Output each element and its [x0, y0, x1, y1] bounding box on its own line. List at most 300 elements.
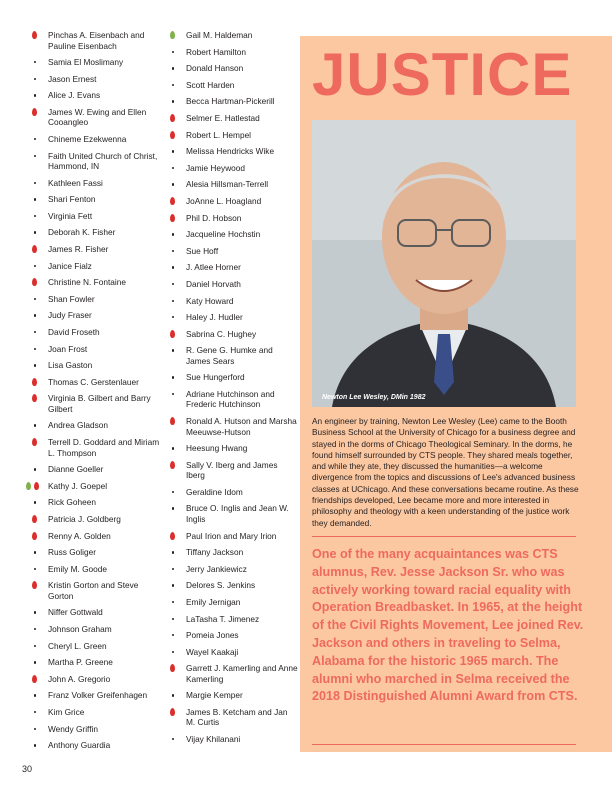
entry-marker	[22, 344, 46, 354]
entry-marker	[160, 487, 184, 497]
entry-marker	[160, 630, 184, 640]
bullet-dot-icon	[34, 364, 36, 366]
donor-entry	[160, 63, 298, 74]
red-leaf-icon	[32, 31, 37, 39]
donor-name: Emily Jernigan	[186, 596, 241, 607]
donor-entry	[22, 740, 162, 751]
page-number: 30	[22, 764, 33, 774]
entry-marker	[160, 564, 184, 574]
entry-marker	[22, 178, 46, 188]
entry-marker	[160, 130, 184, 140]
donor-name: David Froseth	[48, 327, 100, 337]
donor-entry	[160, 690, 298, 701]
donor-entry	[160, 146, 298, 157]
red-leaf-icon	[170, 417, 175, 425]
entry-marker	[22, 377, 46, 387]
donor-name: Donald Hanson	[186, 63, 244, 74]
bullet-dot-icon	[34, 61, 36, 63]
bullet-dot-icon	[172, 250, 174, 252]
donor-name: Delores S. Jenkins	[186, 580, 256, 591]
donor-name: Kathy J. Goepel	[48, 480, 108, 491]
bullet-dot-icon	[34, 215, 36, 217]
donor-entry	[22, 74, 162, 85]
donor-entry	[160, 630, 298, 641]
donor-entry	[22, 377, 162, 388]
entry-marker	[22, 57, 46, 67]
donor-entry	[22, 107, 162, 128]
donor-name: Jamie Heywood	[186, 162, 246, 173]
donor-name: Gail M. Haldeman	[186, 30, 253, 40]
bullet-dot-icon	[34, 298, 36, 300]
entry-marker	[160, 213, 184, 223]
donor-entry	[160, 163, 298, 174]
donor-name: Heesung Hwang	[186, 443, 248, 454]
bullet-dot-icon	[172, 584, 174, 586]
entry-marker	[160, 734, 184, 744]
red-leaf-icon	[170, 214, 175, 222]
red-leaf-icon	[32, 278, 37, 286]
red-leaf-icon	[32, 675, 37, 683]
donor-entry	[160, 329, 298, 340]
donor-name: Wendy Griffin	[48, 723, 98, 734]
donor-name: Terrell D. Goddard and Miriam L. Thompson	[48, 437, 160, 458]
entry-marker	[160, 547, 184, 557]
donor-name: JoAnne L. Hoagland	[186, 195, 262, 206]
entry-marker	[22, 360, 46, 370]
donor-entry	[160, 262, 298, 273]
bullet-dot-icon	[172, 233, 174, 235]
pull-quote: One of the many acquaintances was CTS alumnus, Rev. Jesse Jackson Sr. who was actively working toward racial equality with Operation Breadbasket. In 1965, at the height of the Civil Rights Movement, Lee joined Rev. Jackson and others in traveling to Selma, Alabama for the historic 1965 march. The alumni who marched in Selma received the 2018 Distinguished Alumni Award from CTS.	[312, 547, 584, 704]
donor-entry	[22, 244, 162, 255]
donor-name: Tiffany Jackson	[186, 547, 244, 558]
donor-name: Judy Fraser	[48, 310, 92, 321]
bullet-dot-icon	[34, 468, 36, 470]
donor-name: Pinchas A. Eisenbach and Pauline Eisenbach	[48, 30, 145, 51]
entry-marker	[160, 503, 184, 513]
donor-name: Niffer Gottwald	[48, 607, 103, 618]
entry-marker	[160, 262, 184, 272]
entry-marker	[160, 416, 184, 426]
entry-marker	[22, 481, 46, 491]
entry-marker	[160, 389, 184, 399]
bullet-dot-icon	[172, 634, 174, 636]
donor-entry	[22, 514, 162, 525]
bullet-dot-icon	[172, 283, 174, 285]
donor-name: Phil D. Hobson	[186, 212, 242, 223]
donor-name: Ronald A. Hutson and Marsha Meeuwse-Hutson	[186, 416, 297, 437]
entry-marker	[22, 707, 46, 717]
entry-marker	[160, 460, 184, 470]
red-leaf-icon	[32, 108, 37, 116]
red-leaf-icon	[170, 330, 175, 338]
red-leaf-icon	[170, 461, 175, 469]
donor-name: Garrett J. Kamerling and Anne Kamerling	[186, 663, 298, 684]
donor-name: Geraldine Idom	[186, 486, 243, 497]
entry-marker	[22, 393, 46, 403]
story-paragraph: An engineer by training, Newton Lee Wesley (Lee) came to the Booth Business School at the University of Chicago for a business degree and stayed in the dorms of Chicago Theological Seminary. In the dorms, he found himself surrounded by CTS people. They shared meals together, and while they ate, they discussed the humanities—a welcome divergence from the topics and discussions of Lee's advanced business classes at UChicago. And these conversations became routine. As these friendships developed, Lee became more and more interested in philosophy and theology with a keen understanding of the justice work they demanded.	[312, 416, 579, 528]
red-leaf-icon	[32, 532, 37, 540]
donor-name: Deborah K. Fisher	[48, 227, 116, 238]
bullet-dot-icon	[34, 694, 36, 696]
justice-panel	[300, 36, 612, 752]
donor-name: Jerry Jankiewicz	[186, 563, 247, 574]
donor-entry	[22, 707, 162, 718]
donor-entry	[160, 279, 298, 290]
donor-name: Shan Fowler	[48, 293, 95, 304]
donor-name: Christine N. Fontaine	[48, 277, 126, 288]
donor-name: James W. Ewing and Ellen Cooangleo	[48, 106, 147, 128]
donor-name: Sally V. Iberg and James Iberg	[186, 459, 278, 481]
donor-name: Lisa Gaston	[48, 360, 93, 371]
bullet-dot-icon	[172, 447, 174, 449]
donor-name: Bruce O. Inglis and Jean W. Inglis	[186, 503, 289, 524]
donor-entry	[22, 674, 162, 685]
entry-marker	[22, 310, 46, 320]
bullet-dot-icon	[172, 349, 174, 351]
entry-marker	[22, 497, 46, 507]
donor-name: Selmer E. Hatlestad	[186, 112, 260, 123]
donor-entry	[160, 531, 298, 542]
red-leaf-icon	[170, 131, 175, 139]
donor-name: Renny A. Golden	[48, 530, 111, 541]
entry-marker	[160, 113, 184, 123]
donor-entry	[22, 624, 162, 635]
entry-marker	[160, 614, 184, 624]
bullet-dot-icon	[172, 376, 174, 378]
bullet-dot-icon	[172, 300, 174, 302]
donor-name: Joan Frost	[48, 343, 88, 354]
donor-name: Faith United Church of Christ, Hammond, IN	[48, 150, 158, 172]
entry-marker	[160, 531, 184, 541]
entry-marker	[22, 580, 46, 590]
portrait-illustration	[312, 120, 576, 407]
donor-entry	[160, 443, 298, 454]
bullet-dot-icon	[172, 393, 174, 395]
donor-entry	[160, 372, 298, 383]
entry-marker	[160, 179, 184, 189]
bullet-dot-icon	[34, 551, 36, 553]
entry-marker	[160, 647, 184, 657]
entry-marker	[160, 146, 184, 156]
donor-entry	[160, 614, 298, 625]
donor-entry	[22, 277, 162, 288]
donor-name: Paul Irion and Mary Irion	[186, 530, 277, 541]
donor-entry	[160, 647, 298, 658]
donor-entry	[160, 130, 298, 141]
entry-marker	[22, 107, 46, 117]
donor-entry	[22, 547, 162, 558]
donor-entry	[160, 460, 298, 481]
entry-marker	[160, 663, 184, 673]
donor-name: James B. Ketcham and Jan M. Curtis	[186, 706, 288, 728]
donor-name: Kristin Gorton and Steve Gorton	[48, 580, 139, 601]
donor-name: Cheryl L. Green	[48, 640, 107, 651]
bullet-dot-icon	[34, 501, 36, 503]
bullet-dot-icon	[34, 424, 36, 426]
donor-name: Robert L. Hempel	[186, 129, 252, 140]
donor-entry	[22, 90, 162, 101]
donor-name: Emily M. Goode	[48, 563, 108, 574]
donor-entry	[160, 213, 298, 224]
entry-marker	[22, 294, 46, 304]
donor-name: R. Gene G. Humke and James Sears	[186, 345, 273, 366]
donor-name: Daniel Horvath	[186, 278, 241, 289]
donor-entry	[22, 310, 162, 321]
entry-marker	[160, 30, 184, 40]
entry-marker	[160, 443, 184, 453]
entry-marker	[160, 329, 184, 339]
donor-list-column-1	[22, 30, 162, 757]
red-leaf-icon	[32, 394, 37, 402]
donor-entry	[160, 113, 298, 124]
donor-entry	[160, 30, 298, 41]
entry-marker	[160, 246, 184, 256]
entry-marker	[22, 30, 46, 40]
entry-marker	[22, 674, 46, 684]
entry-marker	[22, 261, 46, 271]
donor-name: Samia El Moslimany	[48, 57, 124, 68]
donor-entry	[160, 663, 298, 684]
donor-list-column-2	[160, 30, 298, 751]
entry-marker	[160, 707, 184, 717]
red-leaf-icon	[170, 197, 175, 205]
donor-name: Chineme Ezekwenna	[48, 133, 127, 144]
entry-marker	[22, 607, 46, 617]
donor-entry	[160, 96, 298, 107]
red-leaf-icon	[170, 114, 175, 122]
donor-name: Sabrina C. Hughey	[186, 328, 257, 339]
entry-marker	[22, 531, 46, 541]
donor-entry	[22, 464, 162, 475]
entry-marker	[160, 580, 184, 590]
donor-entry	[160, 734, 298, 745]
bullet-dot-icon	[172, 316, 174, 318]
donor-name: Franz Volker Greifenhagen	[48, 690, 148, 701]
entry-marker	[160, 296, 184, 306]
entry-marker	[160, 597, 184, 607]
donor-entry	[160, 580, 298, 591]
bullet-dot-icon	[34, 198, 36, 200]
entry-marker	[160, 163, 184, 173]
donor-entry	[22, 437, 162, 458]
donor-entry	[160, 312, 298, 323]
entry-marker	[160, 96, 184, 106]
entry-marker	[22, 641, 46, 651]
entry-marker	[22, 547, 46, 557]
donor-entry	[22, 481, 162, 492]
red-leaf-icon	[32, 378, 37, 386]
divider-bottom	[312, 744, 576, 745]
entry-marker	[22, 420, 46, 430]
entry-marker	[22, 327, 46, 337]
entry-marker	[22, 211, 46, 221]
donor-name: Janice Fialz	[48, 260, 92, 271]
entry-marker	[22, 151, 46, 161]
entry-marker	[160, 196, 184, 206]
photo-caption: Newton Lee Wesley, DMin 1982	[322, 394, 426, 401]
entry-marker	[22, 74, 46, 84]
entry-marker	[160, 80, 184, 90]
donor-entry	[160, 597, 298, 608]
donor-name: Robert Hamilton	[186, 46, 246, 57]
donor-name: Jacqueline Hochstin	[186, 229, 261, 240]
bullet-dot-icon	[172, 266, 174, 268]
entry-marker	[22, 244, 46, 254]
donor-name: Russ Goliger	[48, 547, 96, 558]
red-leaf-icon	[32, 438, 37, 446]
donor-name: Kim Grice	[48, 706, 85, 717]
green-leaf-icon	[26, 482, 31, 490]
donor-entry	[160, 707, 298, 728]
donor-entry	[22, 227, 162, 238]
donor-entry	[160, 345, 298, 366]
bullet-dot-icon	[34, 711, 36, 713]
entry-marker	[22, 227, 46, 237]
bullet-dot-icon	[172, 694, 174, 696]
bullet-dot-icon	[34, 628, 36, 630]
donor-entry	[22, 580, 162, 601]
donor-name: Thomas C. Gerstenlauer	[48, 376, 139, 387]
bullet-dot-icon	[172, 551, 174, 553]
entry-marker	[22, 657, 46, 667]
bullet-dot-icon	[34, 155, 36, 157]
bullet-dot-icon	[34, 331, 36, 333]
bullet-dot-icon	[34, 645, 36, 647]
donor-name: Martha P. Greene	[48, 657, 113, 668]
bullet-dot-icon	[34, 265, 36, 267]
donor-entry	[22, 30, 162, 51]
red-leaf-icon	[32, 245, 37, 253]
donor-entry	[22, 134, 162, 145]
donor-entry	[160, 564, 298, 575]
donor-name: Wayel Kaakaji	[186, 646, 239, 657]
donor-name: Margie Kemper	[186, 690, 243, 701]
red-leaf-icon	[32, 515, 37, 523]
red-leaf-icon	[170, 708, 175, 716]
donor-entry	[160, 389, 298, 410]
donor-name: Alesia Hillsman-Terrell	[186, 179, 269, 190]
donor-entry	[22, 211, 162, 222]
bullet-dot-icon	[172, 568, 174, 570]
panel-title: JUSTICE	[312, 41, 573, 108]
entry-marker	[160, 229, 184, 239]
bullet-dot-icon	[34, 78, 36, 80]
entry-marker	[160, 63, 184, 73]
donor-name: Rick Goheen	[48, 497, 96, 508]
donor-name: Sue Hungerford	[186, 372, 245, 383]
entry-marker	[160, 690, 184, 700]
entry-marker	[160, 47, 184, 57]
green-leaf-icon	[170, 31, 175, 39]
donor-entry	[22, 178, 162, 189]
bullet-dot-icon	[172, 100, 174, 102]
donor-name: Jason Ernest	[48, 73, 97, 84]
bullet-dot-icon	[34, 728, 36, 730]
bullet-dot-icon	[34, 744, 36, 746]
bullet-dot-icon	[172, 183, 174, 185]
entry-marker	[160, 345, 184, 355]
donor-entry	[160, 296, 298, 307]
entry-marker	[22, 740, 46, 750]
donor-name: John A. Gregorio	[48, 673, 111, 684]
entry-marker	[22, 514, 46, 524]
donor-entry	[22, 194, 162, 205]
donor-entry	[22, 724, 162, 735]
donor-entry	[22, 360, 162, 371]
donor-name: James R. Fisher	[48, 244, 109, 255]
red-leaf-icon	[170, 664, 175, 672]
donor-name: Andrea Gladson	[48, 420, 108, 431]
donor-entry	[160, 487, 298, 498]
entry-marker	[22, 464, 46, 474]
entry-marker	[22, 724, 46, 734]
bullet-dot-icon	[172, 51, 174, 53]
entry-marker	[160, 312, 184, 322]
donor-name: LaTasha T. Jimenez	[186, 613, 260, 624]
donor-entry	[22, 607, 162, 618]
donor-name: J. Atlee Horner	[186, 262, 241, 273]
bullet-dot-icon	[172, 84, 174, 86]
bullet-dot-icon	[34, 611, 36, 613]
bullet-dot-icon	[172, 491, 174, 493]
bullet-dot-icon	[34, 94, 36, 96]
donor-entry	[160, 47, 298, 58]
entry-marker	[22, 690, 46, 700]
donor-entry	[22, 393, 162, 414]
donor-name: Haley J. Hudler	[186, 312, 243, 323]
bullet-dot-icon	[172, 150, 174, 152]
bullet-dot-icon	[34, 661, 36, 663]
donor-entry	[22, 420, 162, 431]
donor-name: Melissa Hendricks Wike	[186, 146, 275, 157]
donor-entry	[22, 497, 162, 508]
donor-entry	[22, 344, 162, 355]
bullet-dot-icon	[34, 231, 36, 233]
donor-name: Alice J. Evans	[48, 90, 101, 101]
donor-entry	[160, 416, 298, 437]
donor-entry	[22, 564, 162, 575]
donor-name: Katy Howard	[186, 295, 234, 306]
bullet-dot-icon	[34, 138, 36, 140]
donor-entry	[22, 327, 162, 338]
bullet-dot-icon	[172, 507, 174, 509]
donor-name: Becca Hartman-Pickerill	[186, 96, 275, 107]
entry-marker	[22, 134, 46, 144]
bullet-dot-icon	[34, 568, 36, 570]
donor-name: Dianne Goeller	[48, 464, 104, 475]
donor-entry	[160, 503, 298, 524]
entry-marker	[22, 277, 46, 287]
donor-name: Johnson Graham	[48, 624, 112, 634]
donor-entry	[22, 261, 162, 272]
bullet-dot-icon	[172, 67, 174, 69]
entry-marker	[22, 437, 46, 447]
red-leaf-icon	[170, 532, 175, 540]
donor-entry	[22, 294, 162, 305]
donor-entry	[22, 641, 162, 652]
donor-entry	[22, 690, 162, 701]
bullet-dot-icon	[172, 167, 174, 169]
donor-name: Vijay Khilanani	[186, 734, 241, 745]
bullet-dot-icon	[172, 738, 174, 740]
portrait-photo	[312, 120, 576, 407]
entry-marker	[22, 90, 46, 100]
donor-entry	[160, 246, 298, 257]
donor-entry	[22, 531, 162, 542]
red-leaf-icon	[34, 482, 39, 490]
donor-name: Scott Harden	[186, 79, 235, 90]
donor-entry	[160, 179, 298, 190]
